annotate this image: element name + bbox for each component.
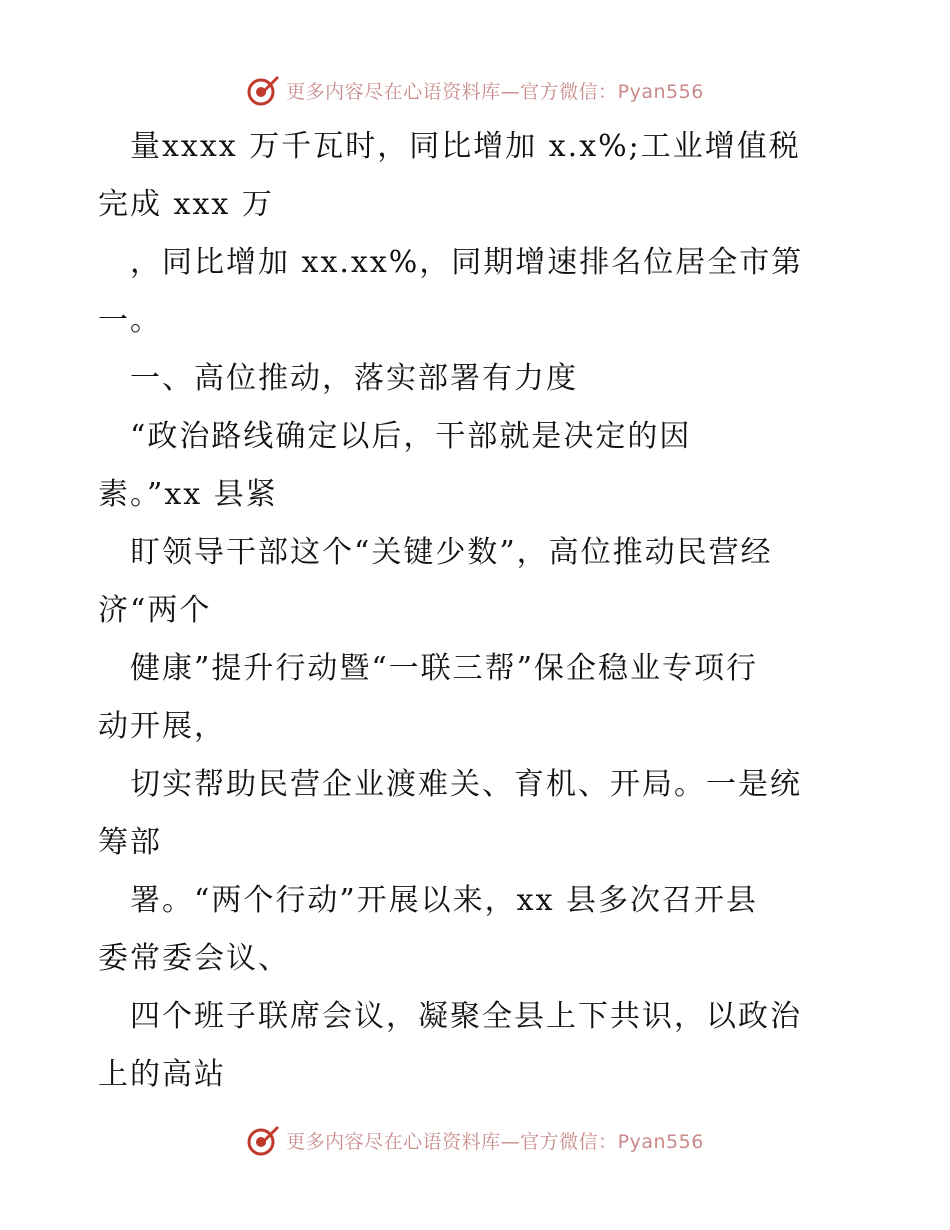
pen-logo-icon (246, 1123, 280, 1157)
text-line: 切实帮助民营企业渡难关、育机、开局。一是统 (98, 767, 802, 802)
text-line: 署。“两个行动”开展以来，xx 县多次召开县 (98, 883, 759, 918)
watermark-header (0, 70, 950, 110)
document-body (98, 118, 858, 1104)
text-line: 上的高站 (98, 1057, 226, 1092)
text-line: 盯领导干部这个“关键少数”，高位推动民营经 (98, 535, 773, 570)
text-line: 四个班子联席会议，凝聚全县上下共识，以政治 (98, 999, 802, 1034)
text-line: ，同比增加 xx.xx%，同期增速排名位居全市第 (98, 245, 804, 280)
text-line: 济“两个 (98, 593, 212, 628)
watermark-footer (0, 1120, 950, 1160)
text-line: 量xxxx 万千瓦时，同比增加 x.x%;工业增值税 (98, 129, 801, 164)
text-line: “政治路线确定以后，干部就是决定的因 (98, 419, 692, 454)
text-line: 健康”提升行动暨“一联三帮”保企稳业专项行 (98, 651, 759, 686)
text-line: 筹部 (98, 825, 162, 860)
pen-logo-icon (246, 73, 280, 107)
text-line: 动开展， (98, 709, 226, 744)
text-line: 一。 (98, 303, 162, 338)
section-heading: 一、高位推动，落实部署有力度 (98, 361, 578, 396)
text-line: 委常委会议、 (98, 941, 290, 976)
watermark-text: 更多内容尽在心语资料库—官方微信：Pyan556 (286, 1130, 704, 1153)
watermark-text: 更多内容尽在心语资料库—官方微信：Pyan556 (286, 80, 704, 103)
text-line: 素。”xx 县紧 (98, 477, 278, 512)
text-line: 完成 xxx 万 (98, 187, 274, 222)
